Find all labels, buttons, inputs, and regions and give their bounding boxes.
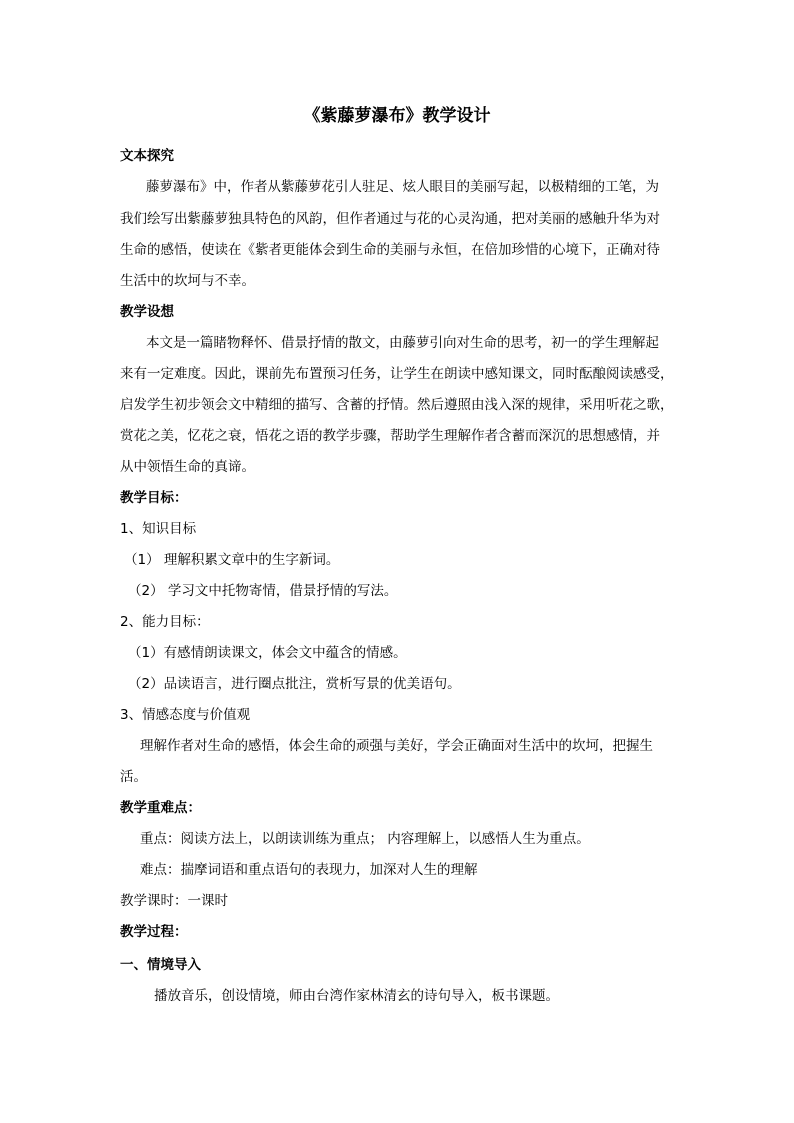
paragraph-line: 生命的感悟，使读在《紫者更能体会到生命的美丽与永恒，在倍加珍惜的心境下，正确对待 [120, 242, 660, 258]
goal-item: （2）品读语言，进行圈点批注，赏析写景的优美语句。 [128, 676, 461, 692]
paragraph-line: 生活中的坎坷与不幸。 [120, 273, 255, 289]
paragraph-line: 本文是一篇睹物释怀、借景抒情的散文，由藤萝引向对生命的思考，初一的学生理解起 [146, 335, 659, 351]
key-point: 重点：阅读方法上，以朗读训练为重点； 内容理解上，以感悟人生为重点。 [140, 831, 590, 847]
paragraph-line: 播放音乐，创设情境，师由台湾作家林清玄的诗句导入，板书课题。 [154, 988, 559, 1004]
goal-item: （1） 理解积累文章中的生字新词。 [124, 552, 340, 568]
paragraph-line: 活。 [120, 769, 147, 785]
paragraph-line: 来有一定难度。因此，课前先布置预习任务，让学生在朗读中感知课文，同时酝酿阅读感受， [120, 366, 674, 382]
goal-ability: 2、能力目标： [120, 614, 210, 630]
paragraph-line: 我们绘写出紫藤萝独具特色的风韵，但作者通过与花的心灵沟通，把对美丽的感触升华为对 [120, 211, 660, 227]
step-heading: 一、情境导入 [120, 957, 201, 973]
document-title: 《紫藤萝瀑布》教学设计 [303, 106, 491, 126]
paragraph-line: 赏花之美，忆花之衰，悟花之语的教学步骤，帮助学生理解作者含蓄而深沉的思想感情，并 [120, 428, 660, 444]
goal-item: （2） 学习文中托物寄情，借景抒情的写法。 [128, 583, 398, 599]
goal-item: （1）有感情朗读课文，体会文中蕴含的情感。 [128, 645, 407, 661]
section-heading-teaching-goals: 教学目标： [120, 490, 188, 506]
section-heading-teaching-process: 教学过程： [120, 924, 188, 940]
paragraph-line: 启发学生初步领会文中精细的描写、含蓄的抒情。然后遵照由浅入深的规律，采用听花之歌， [120, 397, 674, 413]
difficult-point: 难点：揣摩词语和重点语句的表现力，加深对人生的理解 [140, 862, 478, 878]
section-heading-text-exploration: 文本探究 [120, 148, 174, 164]
paragraph-line: 理解作者对生命的感悟，体会生命的顽强与美好，学会正确面对生活中的坎坷，把握生 [140, 738, 653, 754]
class-hours: 教学课时：一课时 [120, 893, 228, 909]
paragraph-line: 从中领悟生命的真谛。 [120, 459, 255, 475]
section-heading-key-points: 教学重难点： [120, 800, 201, 816]
goal-knowledge: 1、知识目标 [120, 521, 197, 537]
paragraph-line: 藤萝瀑布》中，作者从紫藤萝花引人驻足、炫人眼目的美丽写起，以极精细的工笔，为 [146, 179, 659, 195]
goal-emotion: 3、情感态度与价值观 [120, 707, 251, 723]
section-heading-teaching-idea: 教学设想 [120, 304, 174, 320]
